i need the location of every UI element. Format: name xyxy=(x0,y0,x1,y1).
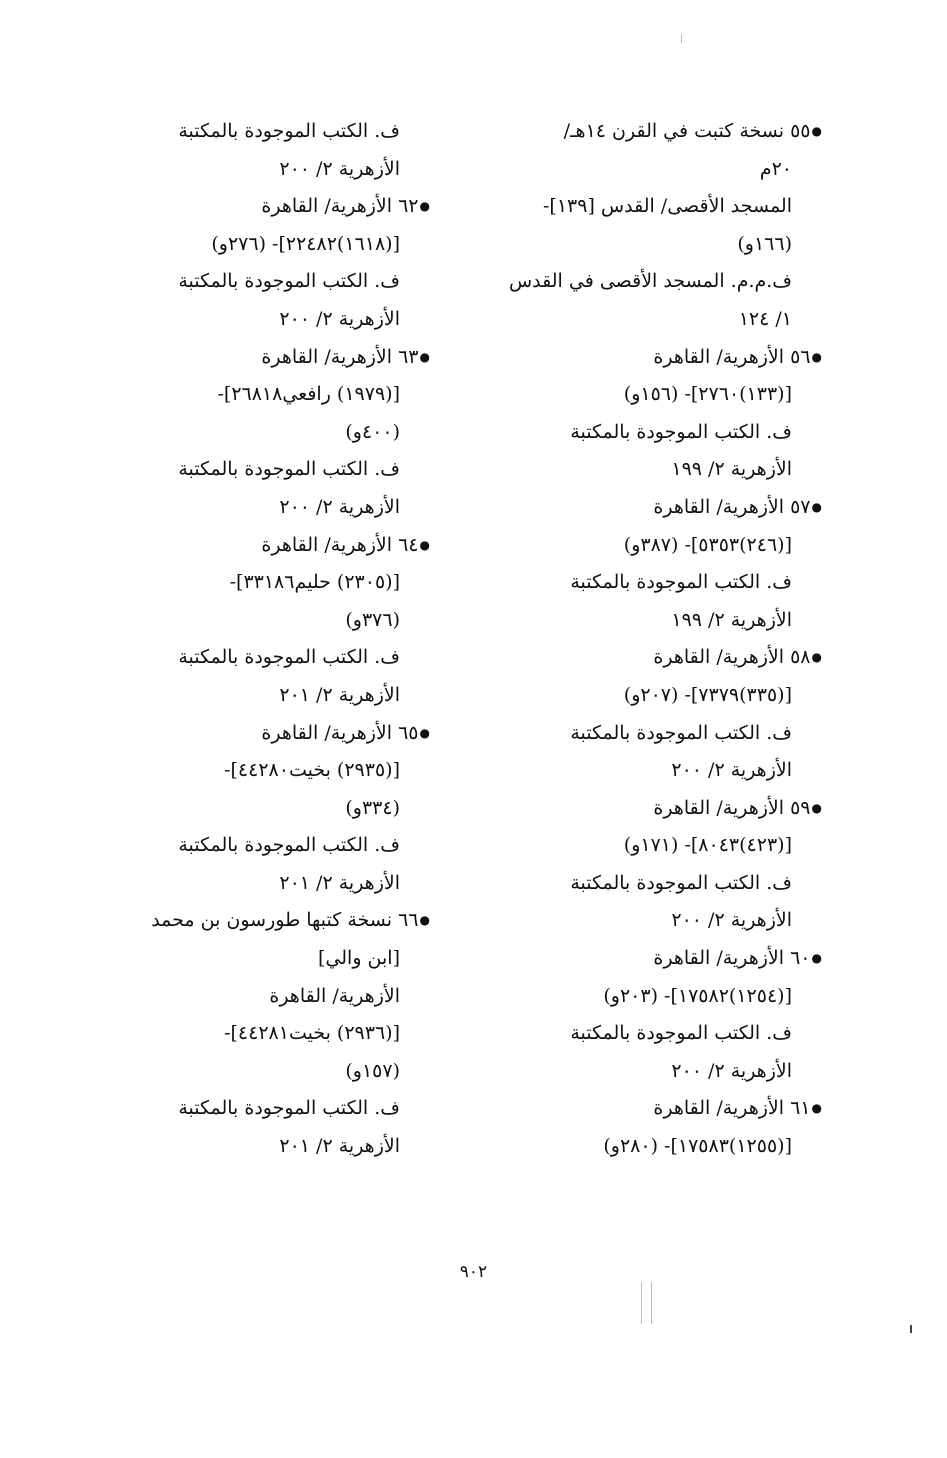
bullet-icon: ● xyxy=(811,349,822,364)
entry-line xyxy=(100,827,430,865)
entry-text: الأزهرية/ القاهرة xyxy=(653,345,785,368)
entry-line xyxy=(100,902,430,940)
entry-line xyxy=(100,790,430,828)
entry-text: (١٥٧و) xyxy=(345,1059,400,1082)
entry-line xyxy=(490,564,822,602)
entry-line xyxy=(100,1090,430,1128)
entry-text: ف. الكتب الموجودة بالمكتبة xyxy=(178,458,400,481)
entry-number: ٦٤ xyxy=(398,533,419,556)
entry-text: الأزهرية ٢/ ٢٠٠ xyxy=(279,157,400,180)
entry-number: ٦٦ xyxy=(398,909,419,932)
entry-text: [(١٢٥٥)١٧٥٨٣]- (٢٨٠و) xyxy=(603,1135,792,1158)
entry-line xyxy=(100,451,430,489)
bullet-icon: ● xyxy=(811,650,822,665)
entry-text: ٢٠م xyxy=(759,157,792,180)
entry-line xyxy=(100,489,430,527)
bullet-icon: ● xyxy=(419,537,430,552)
catalog-entry xyxy=(100,527,430,715)
entry-line xyxy=(100,564,430,602)
entry-line xyxy=(100,113,430,151)
entry-text: ف. الكتب الموجودة بالمكتبة xyxy=(178,646,400,669)
entry-text: (٤٠٠و) xyxy=(345,420,400,443)
entry-text: (٣٧٦و) xyxy=(345,608,400,631)
entry-text: [(٢٤٦)٥٣٥٣]- (٣٨٧و) xyxy=(623,533,792,556)
entry-number: ٦١ xyxy=(790,1097,811,1120)
entry-line xyxy=(100,151,430,189)
entry-line xyxy=(100,376,430,414)
entry-line xyxy=(100,188,430,226)
catalog-entry xyxy=(100,113,430,188)
entry-text: الأزهرية/ القاهرة xyxy=(261,533,393,556)
bullet-icon: ● xyxy=(419,725,430,740)
right-column xyxy=(490,113,822,1166)
catalog-entry xyxy=(100,715,430,903)
bullet-icon: ● xyxy=(811,951,822,966)
bullet-icon: ● xyxy=(419,913,430,928)
entry-text: ف. الكتب الموجودة بالمكتبة xyxy=(178,1097,400,1120)
entry-number: ٦٢ xyxy=(398,195,419,218)
entry-text: [(٢٩٣٥) بخيت٤٤٢٨٠]- xyxy=(224,759,400,782)
entry-text: الأزهرية/ القاهرة xyxy=(653,796,785,819)
scan-speck xyxy=(681,34,682,43)
entry-text: (٣٣٤و) xyxy=(345,796,400,819)
entry-line xyxy=(100,677,430,715)
entry-text: ف. الكتب الموجودة بالمكتبة xyxy=(570,571,792,594)
entry-text: الأزهرية ٢/ ٢٠٠ xyxy=(279,495,400,518)
entry-text: الأزهرية ٢/ ٢٠٠ xyxy=(671,1059,792,1082)
entry-number: ٦٥ xyxy=(398,721,419,744)
entry-line xyxy=(490,188,822,226)
entry-line xyxy=(490,113,822,151)
entry-text: الأزهرية/ القاهرة xyxy=(261,345,393,368)
entry-line xyxy=(490,414,822,452)
entry-line xyxy=(490,715,822,753)
entry-line xyxy=(100,339,430,377)
entry-text: ف. الكتب الموجودة بالمكتبة xyxy=(178,834,400,857)
entry-text: ف. الكتب الموجودة بالمكتبة xyxy=(570,420,792,443)
entry-text: الأزهرية/ القاهرة xyxy=(653,495,785,518)
entry-text: الأزهرية ٢/ ٢٠١ xyxy=(279,871,400,894)
entry-number: ٥٥ xyxy=(790,120,811,142)
entry-text: [(١٦١٨)٢٢٤٨٢]- (٢٧٦و) xyxy=(211,232,400,255)
entry-line xyxy=(490,902,822,940)
entry-line xyxy=(100,1128,430,1166)
entry-text: الأزهرية/ القاهرة xyxy=(261,721,393,744)
entry-line xyxy=(490,639,822,677)
entry-text: ١/ ١٢٤ xyxy=(738,307,792,330)
entry-number: ٥٨ xyxy=(790,646,811,669)
entry-line xyxy=(490,1015,822,1053)
bullet-icon: ● xyxy=(419,349,430,364)
entry-text: الأزهرية ٢/ ١٩٩ xyxy=(671,458,792,481)
entry-text: [(٢٣٠٥) حليم٣٣١٨٦]- xyxy=(229,571,400,594)
entry-number: ٥٧ xyxy=(790,495,811,518)
entry-text: الأزهرية ٢/ ٢٠٠ xyxy=(671,909,792,932)
entry-line xyxy=(100,263,430,301)
entry-number: ٥٦ xyxy=(790,345,811,368)
entry-number: ٥٩ xyxy=(790,796,811,819)
entry-line xyxy=(490,1090,822,1128)
entry-line xyxy=(490,489,822,527)
catalog-entry xyxy=(490,339,822,489)
catalog-entry xyxy=(100,902,430,1165)
scan-speck xyxy=(641,1282,642,1324)
entry-text: نسخة كتبها طورسون بن محمد xyxy=(151,909,393,932)
entry-text: [(١٢٥٤)١٧٥٨٢]- (٢٠٣و) xyxy=(603,984,792,1007)
entry-line xyxy=(490,1053,822,1091)
entry-line xyxy=(100,865,430,903)
entry-text: نسخة كتبت في القرن ١٤هـ/ xyxy=(563,120,785,142)
catalog-entry xyxy=(490,489,822,639)
bullet-icon: ● xyxy=(419,199,430,214)
entry-text: ف. الكتب الموجودة بالمكتبة xyxy=(570,1022,792,1045)
entry-text: (١٦٦و) xyxy=(737,232,792,255)
catalog-entry xyxy=(100,339,430,527)
entry-line xyxy=(100,226,430,264)
entry-line xyxy=(490,263,822,301)
catalog-entry xyxy=(490,639,822,789)
scan-speck xyxy=(910,1325,912,1333)
entry-text: ف.م.م. المسجد الأقصى في القدس xyxy=(508,270,792,293)
entry-text: الأزهرية/ القاهرة xyxy=(653,947,785,970)
bullet-icon: ● xyxy=(811,800,822,815)
entry-line xyxy=(100,301,430,339)
bullet-icon: ● xyxy=(811,1101,822,1116)
left-column xyxy=(100,113,430,1166)
entry-line xyxy=(100,940,430,978)
entry-line xyxy=(490,602,822,640)
scan-speck xyxy=(651,1282,652,1324)
entry-number: ٦٣ xyxy=(398,345,419,368)
entry-line xyxy=(100,414,430,452)
entry-line xyxy=(490,527,822,565)
entry-line xyxy=(490,301,822,339)
entry-text: الأزهرية ٢/ ١٩٩ xyxy=(671,608,792,631)
entry-line xyxy=(490,339,822,377)
catalog-entry xyxy=(490,790,822,940)
entry-line xyxy=(490,451,822,489)
entry-line xyxy=(490,677,822,715)
entry-line xyxy=(490,226,822,264)
entry-number: ٦٠ xyxy=(790,947,811,970)
entry-line xyxy=(490,376,822,414)
entry-line xyxy=(490,752,822,790)
entry-line xyxy=(100,602,430,640)
entry-text: [ابن والي] xyxy=(318,947,400,970)
entry-text: الأزهرية ٢/ ٢٠٠ xyxy=(279,307,400,330)
entry-text: ف. الكتب الموجودة بالمكتبة xyxy=(570,871,792,894)
entry-text: ف. الكتب الموجودة بالمكتبة xyxy=(178,270,400,293)
entry-text: ف. الكتب الموجودة بالمكتبة xyxy=(178,120,400,142)
page-number: ٩٠٢ xyxy=(459,1262,488,1282)
bullet-icon: ● xyxy=(811,499,822,514)
bullet-icon: ● xyxy=(811,124,822,138)
entry-line xyxy=(100,527,430,565)
catalog-entry xyxy=(490,940,822,1090)
entry-line xyxy=(490,978,822,1016)
entry-text: [(١٩٧٩) رافعي٢٦٨١٨]- xyxy=(217,383,400,406)
entry-text: [(٤٢٣)٨٠٤٣]- (١٧١و) xyxy=(623,834,792,857)
entry-line xyxy=(490,1128,822,1166)
entry-text: الأزهرية/ القاهرة xyxy=(261,195,393,218)
entry-line xyxy=(490,865,822,903)
catalog-entry xyxy=(100,188,430,338)
entry-line xyxy=(490,151,822,189)
entry-line xyxy=(100,978,430,1016)
entry-text: الأزهرية/ القاهرة xyxy=(653,646,785,669)
entry-text: [(٢٩٣٦) بخيت٤٤٢٨١]- xyxy=(224,1022,400,1045)
entry-text: الأزهرية/ القاهرة xyxy=(653,1097,785,1120)
entry-text: الأزهرية ٢/ ٢٠١ xyxy=(279,1135,400,1158)
entry-line xyxy=(100,639,430,677)
entry-text: ف. الكتب الموجودة بالمكتبة xyxy=(570,721,792,744)
entry-line xyxy=(100,1015,430,1053)
entry-line xyxy=(100,1053,430,1091)
entry-text: الأزهرية ٢/ ٢٠١ xyxy=(279,683,400,706)
entry-line xyxy=(490,790,822,828)
entry-line xyxy=(490,940,822,978)
entry-text: [(٣٣٥)٧٣٧٩]- (٢٠٧و) xyxy=(623,683,792,706)
entry-text: الأزهرية/ القاهرة xyxy=(269,984,400,1007)
entry-text: [(١٣٣)٢٧٦٠]- (١٥٦و) xyxy=(623,383,792,406)
catalog-entry xyxy=(490,113,822,339)
entry-line xyxy=(100,752,430,790)
entry-text: الأزهرية ٢/ ٢٠٠ xyxy=(671,759,792,782)
catalog-entry xyxy=(490,1090,822,1165)
entry-line xyxy=(100,715,430,753)
entry-text: المسجد الأقصى/ القدس [١٣٩]- xyxy=(543,195,792,218)
entry-line xyxy=(490,827,822,865)
